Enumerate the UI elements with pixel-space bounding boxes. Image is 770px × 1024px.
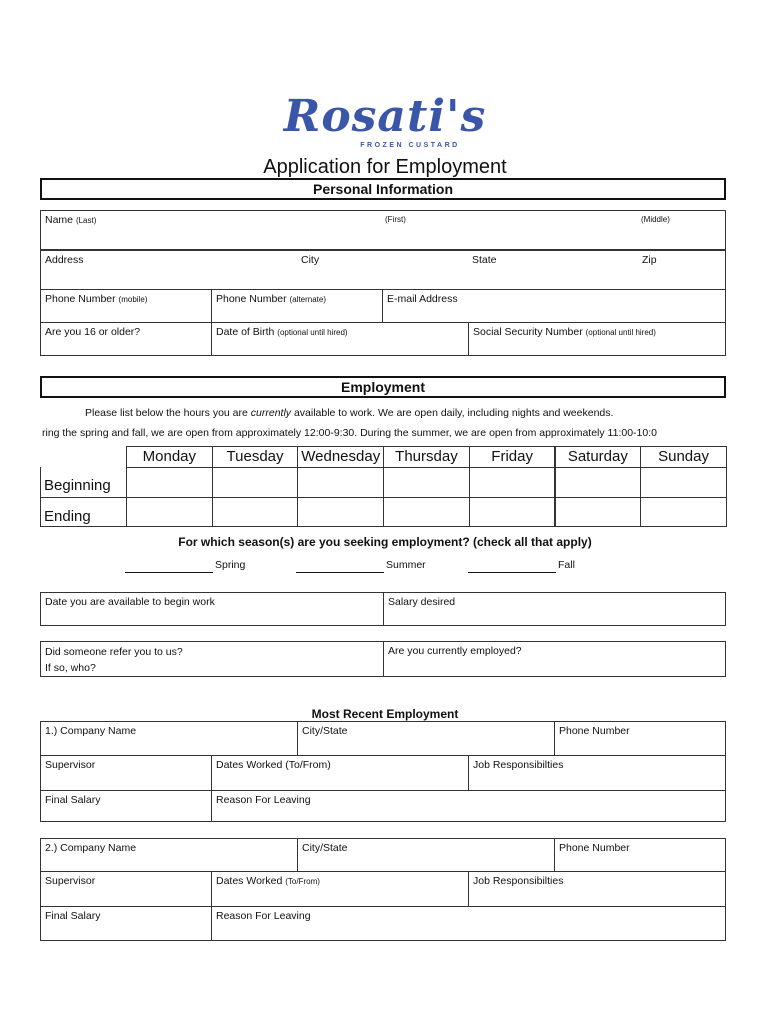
age16-label: Are you 16 or older? [45, 326, 141, 338]
hours-beginning-friday[interactable] [469, 467, 556, 498]
job2-dates-label: Dates Worked [216, 875, 283, 887]
email-label: E-mail Address [387, 293, 458, 305]
row-label-beginning: Beginning [40, 467, 127, 498]
day-header-saturday: Saturday [555, 446, 642, 468]
phone-mobile-label: Phone Number [45, 293, 116, 305]
season-spring-label: Spring [215, 559, 246, 571]
dob-hint: (optional until hired) [277, 328, 348, 337]
hours-ending-thursday[interactable] [383, 497, 470, 528]
personal-info-header-label: Personal Information [312, 181, 454, 197]
job2-responsibilities-field[interactable] [468, 871, 726, 907]
day-header-friday: Friday [469, 446, 556, 468]
document-title: Application for Employment [263, 156, 507, 178]
phone-alt-hint: (alternate) [289, 295, 327, 304]
employment-header-label: Employment [340, 379, 425, 395]
job2-company-field[interactable] [40, 838, 298, 872]
job2-dates-hint: (To/From) [285, 877, 320, 886]
hours-ending-saturday[interactable] [555, 497, 642, 528]
phone-mobile-hint: (mobile) [118, 295, 148, 304]
availability-note-2: ring the spring and fall, we are open from approximately 12:00-9:30. During the summer, we are open from approximately 11:00-10:0 [42, 427, 657, 439]
job2-phone-label: Phone Number [559, 842, 630, 854]
referral-label-1: Did someone refer you to us? [45, 646, 183, 658]
recent-employment-header: Most Recent Employment [311, 707, 459, 721]
job2-supervisor-field[interactable] [40, 871, 212, 907]
currently-employed-field[interactable] [383, 641, 726, 677]
availability-note-1-pre: Please list below the hours you are [85, 407, 251, 419]
availability-note-1 [85, 407, 613, 419]
job1-dates-field[interactable] [211, 755, 469, 791]
name-middle-label: (Middle) [641, 215, 670, 224]
row-label-ending: Ending [40, 497, 127, 528]
job2-dates-field[interactable] [211, 871, 469, 907]
hours-ending-wednesday[interactable] [297, 497, 384, 528]
job1-final-salary-label: Final Salary [45, 794, 101, 806]
name-first-label: (First) [385, 215, 406, 224]
job1-reason-label: Reason For Leaving [216, 794, 311, 806]
availability-note-1-em: currently [250, 407, 292, 419]
personal-info-header [40, 178, 726, 200]
hours-beginning-monday[interactable] [126, 467, 213, 498]
summer-check-line[interactable] [296, 572, 384, 573]
name-last-label: Name [45, 214, 74, 226]
phone-mobile-field[interactable] [40, 289, 212, 323]
job1-phone-field[interactable] [554, 721, 726, 756]
dob-field[interactable] [211, 322, 469, 356]
hours-ending-friday[interactable] [469, 497, 556, 528]
season-summer-label: Summer [386, 559, 426, 571]
job1-city-state-field[interactable] [297, 721, 555, 756]
hours-beginning-wednesday[interactable] [297, 467, 384, 498]
phone-alt-label: Phone Number [216, 293, 287, 305]
job2-phone-field[interactable] [554, 838, 726, 872]
employment-header [40, 376, 726, 398]
job2-supervisor-label: Supervisor [45, 875, 96, 887]
job1-responsibilities-field[interactable] [468, 755, 726, 791]
spring-check-line[interactable] [125, 572, 213, 573]
day-header-wednesday: Wednesday [297, 446, 384, 468]
fall-check-line[interactable] [468, 572, 556, 573]
job1-dates-label: Dates Worked (To/From) [216, 759, 331, 771]
availability-note-1-post: available to work. We are open daily, including nights and weekends. [291, 407, 614, 419]
job2-final-salary-field[interactable] [40, 906, 212, 941]
salary-field[interactable] [383, 592, 726, 626]
salary-label: Salary desired [388, 596, 456, 608]
day-header-tuesday: Tuesday [212, 446, 299, 468]
job2-city-state-label: City/State [302, 842, 348, 854]
ssn-hint: (optional until hired) [585, 328, 656, 337]
job1-phone-label: Phone Number [559, 725, 630, 737]
job2-responsibilities-label: Job Responsibilties [473, 875, 564, 887]
zip-label: Zip [642, 254, 657, 266]
job2-reason-field[interactable] [211, 906, 726, 941]
hours-beginning-saturday[interactable] [555, 467, 642, 498]
job1-responsibilities-label: Job Responsibilties [473, 759, 564, 771]
name-field[interactable] [40, 210, 726, 250]
logo: Rosati's [283, 91, 487, 142]
season-fall-label: Fall [558, 559, 575, 571]
logo-tagline: FROZEN CUSTARD [360, 142, 460, 149]
name-last-hint: (Last) [75, 216, 97, 225]
hours-beginning-thursday[interactable] [383, 467, 470, 498]
job2-company-label: 2.) Company Name [45, 842, 137, 854]
hours-ending-sunday[interactable] [640, 497, 727, 528]
address-label: Address [45, 254, 84, 266]
job1-supervisor-field[interactable] [40, 755, 212, 791]
phone-alt-field[interactable] [211, 289, 383, 323]
state-label: State [472, 254, 497, 266]
season-question: For which season(s) are you seeking employment? (check all that apply) [178, 535, 592, 549]
start-date-field[interactable] [40, 592, 384, 626]
job1-city-state-label: City/State [302, 725, 348, 737]
day-header-sunday: Sunday [640, 446, 727, 468]
job1-reason-field[interactable] [211, 790, 726, 822]
referral-label-2: If so, who? [45, 662, 96, 674]
job1-final-salary-field[interactable] [40, 790, 212, 822]
age16-field[interactable] [40, 322, 212, 356]
day-header-thursday: Thursday [383, 446, 470, 468]
currently-employed-label: Are you currently employed? [388, 645, 522, 657]
job1-supervisor-label: Supervisor [45, 759, 96, 771]
start-date-label: Date you are available to begin work [45, 596, 215, 608]
job2-reason-label: Reason For Leaving [216, 910, 311, 922]
hours-ending-tuesday[interactable] [212, 497, 299, 528]
dob-label: Date of Birth [216, 326, 275, 338]
ssn-field[interactable] [468, 322, 726, 356]
hours-beginning-sunday[interactable] [640, 467, 727, 498]
job1-company-label: 1.) Company Name [45, 725, 137, 737]
email-field[interactable] [382, 289, 726, 323]
job1-company-field[interactable] [40, 721, 298, 756]
hours-beginning-tuesday[interactable] [212, 467, 299, 498]
day-header-monday: Monday [126, 446, 213, 468]
hours-ending-monday[interactable] [126, 497, 213, 528]
city-label: City [301, 254, 320, 266]
ssn-label: Social Security Number [473, 326, 583, 338]
address-field[interactable] [40, 250, 726, 290]
job2-city-state-field[interactable] [297, 838, 555, 872]
referral-field[interactable] [40, 641, 384, 677]
job2-final-salary-label: Final Salary [45, 910, 101, 922]
